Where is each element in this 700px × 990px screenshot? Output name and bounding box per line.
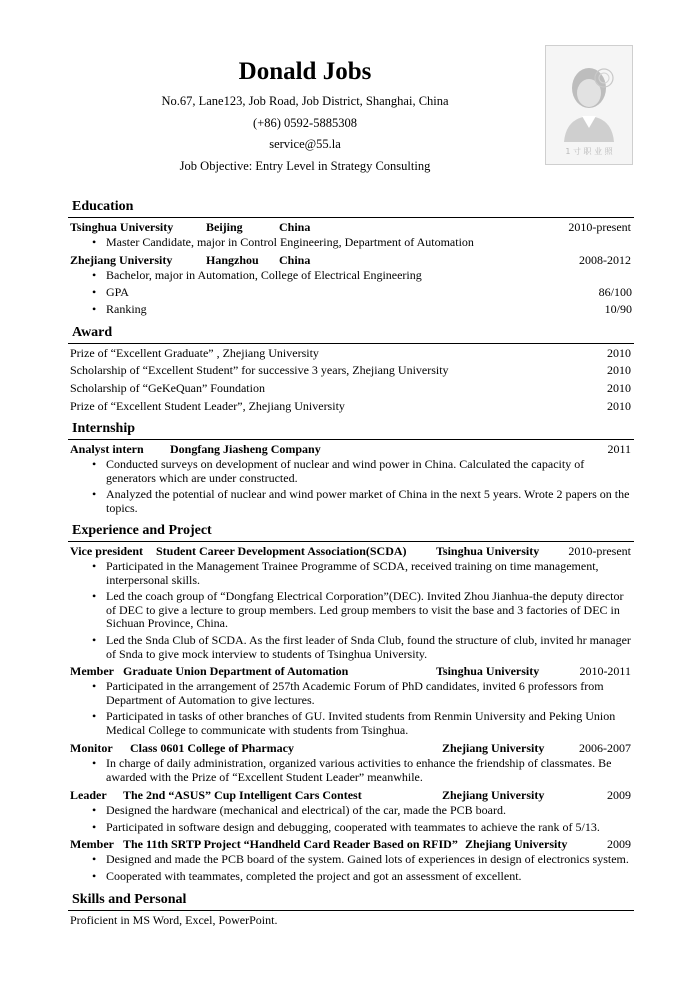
ranking-value: 10/90 <box>604 302 632 316</box>
gpa-value: 86/100 <box>598 285 632 299</box>
experience-entry <box>70 663 631 679</box>
address: No.67, Lane123, Job Road, Job District, Shanghai, China <box>161 94 449 108</box>
internship-date: 2011 <box>607 442 631 456</box>
school-name: Tsinghua University <box>70 220 174 234</box>
award-row: Prize of “Excellent Student Leader”, Zhejiang University 2010 <box>70 399 631 413</box>
role: Monitor <box>70 741 113 755</box>
email: service@55.la <box>269 137 341 151</box>
divider <box>68 343 634 344</box>
role: Leader <box>70 788 107 802</box>
role: Member <box>70 837 114 851</box>
school-country: China <box>279 253 311 267</box>
section-internship-title: Internship <box>72 421 136 436</box>
experience-date: 2009 <box>607 788 631 802</box>
edu-date: 2010-present <box>568 220 631 234</box>
photo-caption: 1 寸 职 业 照 <box>565 147 613 156</box>
section-skills-title: Skills and Personal <box>72 892 187 907</box>
experience-entry <box>70 787 631 803</box>
award-row: Prize of “Excellent Graduate” , Zhejiang University 2010 <box>70 346 631 360</box>
experience-entry <box>70 836 631 852</box>
ranking-label: Ranking <box>106 302 147 316</box>
organization: Student Career Development Association(SCDA) <box>156 544 407 558</box>
organization: Class 0601 College of Pharmacy <box>130 741 294 755</box>
role: Vice president <box>70 544 143 558</box>
experience-entry <box>70 740 631 756</box>
company: Dongfang Jiasheng Company <box>170 442 321 456</box>
experience-date: 2006-2007 <box>579 741 631 755</box>
job-objective: Job Objective: Entry Level in Strategy Consulting <box>179 159 431 173</box>
internship-entry <box>70 441 631 457</box>
organization: The 11th SRTP Project “Handheld Card Reader Based on RFID” <box>123 837 458 851</box>
divider <box>68 439 634 440</box>
phone: (+86) 0592-5885308 <box>253 116 357 130</box>
divider <box>68 217 634 218</box>
section-award-title: Award <box>72 325 113 340</box>
award-row: Scholarship of “GeKeQuan” Foundation 2010 <box>70 381 631 395</box>
edu-entry-zhejiang <box>70 252 631 268</box>
resume-name: Donald Jobs <box>238 58 372 85</box>
section-experience-title: Experience and Project <box>72 523 212 538</box>
school-city: Beijing <box>206 220 243 234</box>
experience-entry <box>70 543 631 559</box>
school-country: China <box>279 220 311 234</box>
school: Tsinghua University <box>436 544 540 558</box>
experience-date: 2010-present <box>568 544 631 558</box>
organization: Graduate Union Department of Automation <box>123 664 349 678</box>
school-city: Hangzhou <box>206 253 259 267</box>
section-education-title: Education <box>72 199 134 214</box>
school: Tsinghua University <box>436 664 540 678</box>
school: Zhejiang University <box>442 741 545 755</box>
school-name: Zhejiang University <box>70 253 173 267</box>
school: Zhejiang University <box>465 837 568 851</box>
organization: The 2nd “ASUS” Cup Intelligent Cars Contest <box>123 788 362 802</box>
profile-photo <box>545 45 633 165</box>
divider <box>68 910 634 911</box>
role: Member <box>70 664 114 678</box>
award-row: Scholarship of “Excellent Student” for successive 3 years, Zhejiang University 2010 <box>70 363 631 377</box>
edu-entry-tsinghua <box>70 219 631 235</box>
divider <box>68 541 634 542</box>
edu-date: 2008-2012 <box>579 253 631 267</box>
skills-line: Proficient in MS Word, Excel, PowerPoint. <box>70 913 278 927</box>
experience-date: 2010-2011 <box>579 664 631 678</box>
gpa-label: GPA <box>106 285 129 299</box>
experience-date: 2009 <box>607 837 631 851</box>
school: Zhejiang University <box>442 788 545 802</box>
role: Analyst intern <box>70 442 144 456</box>
